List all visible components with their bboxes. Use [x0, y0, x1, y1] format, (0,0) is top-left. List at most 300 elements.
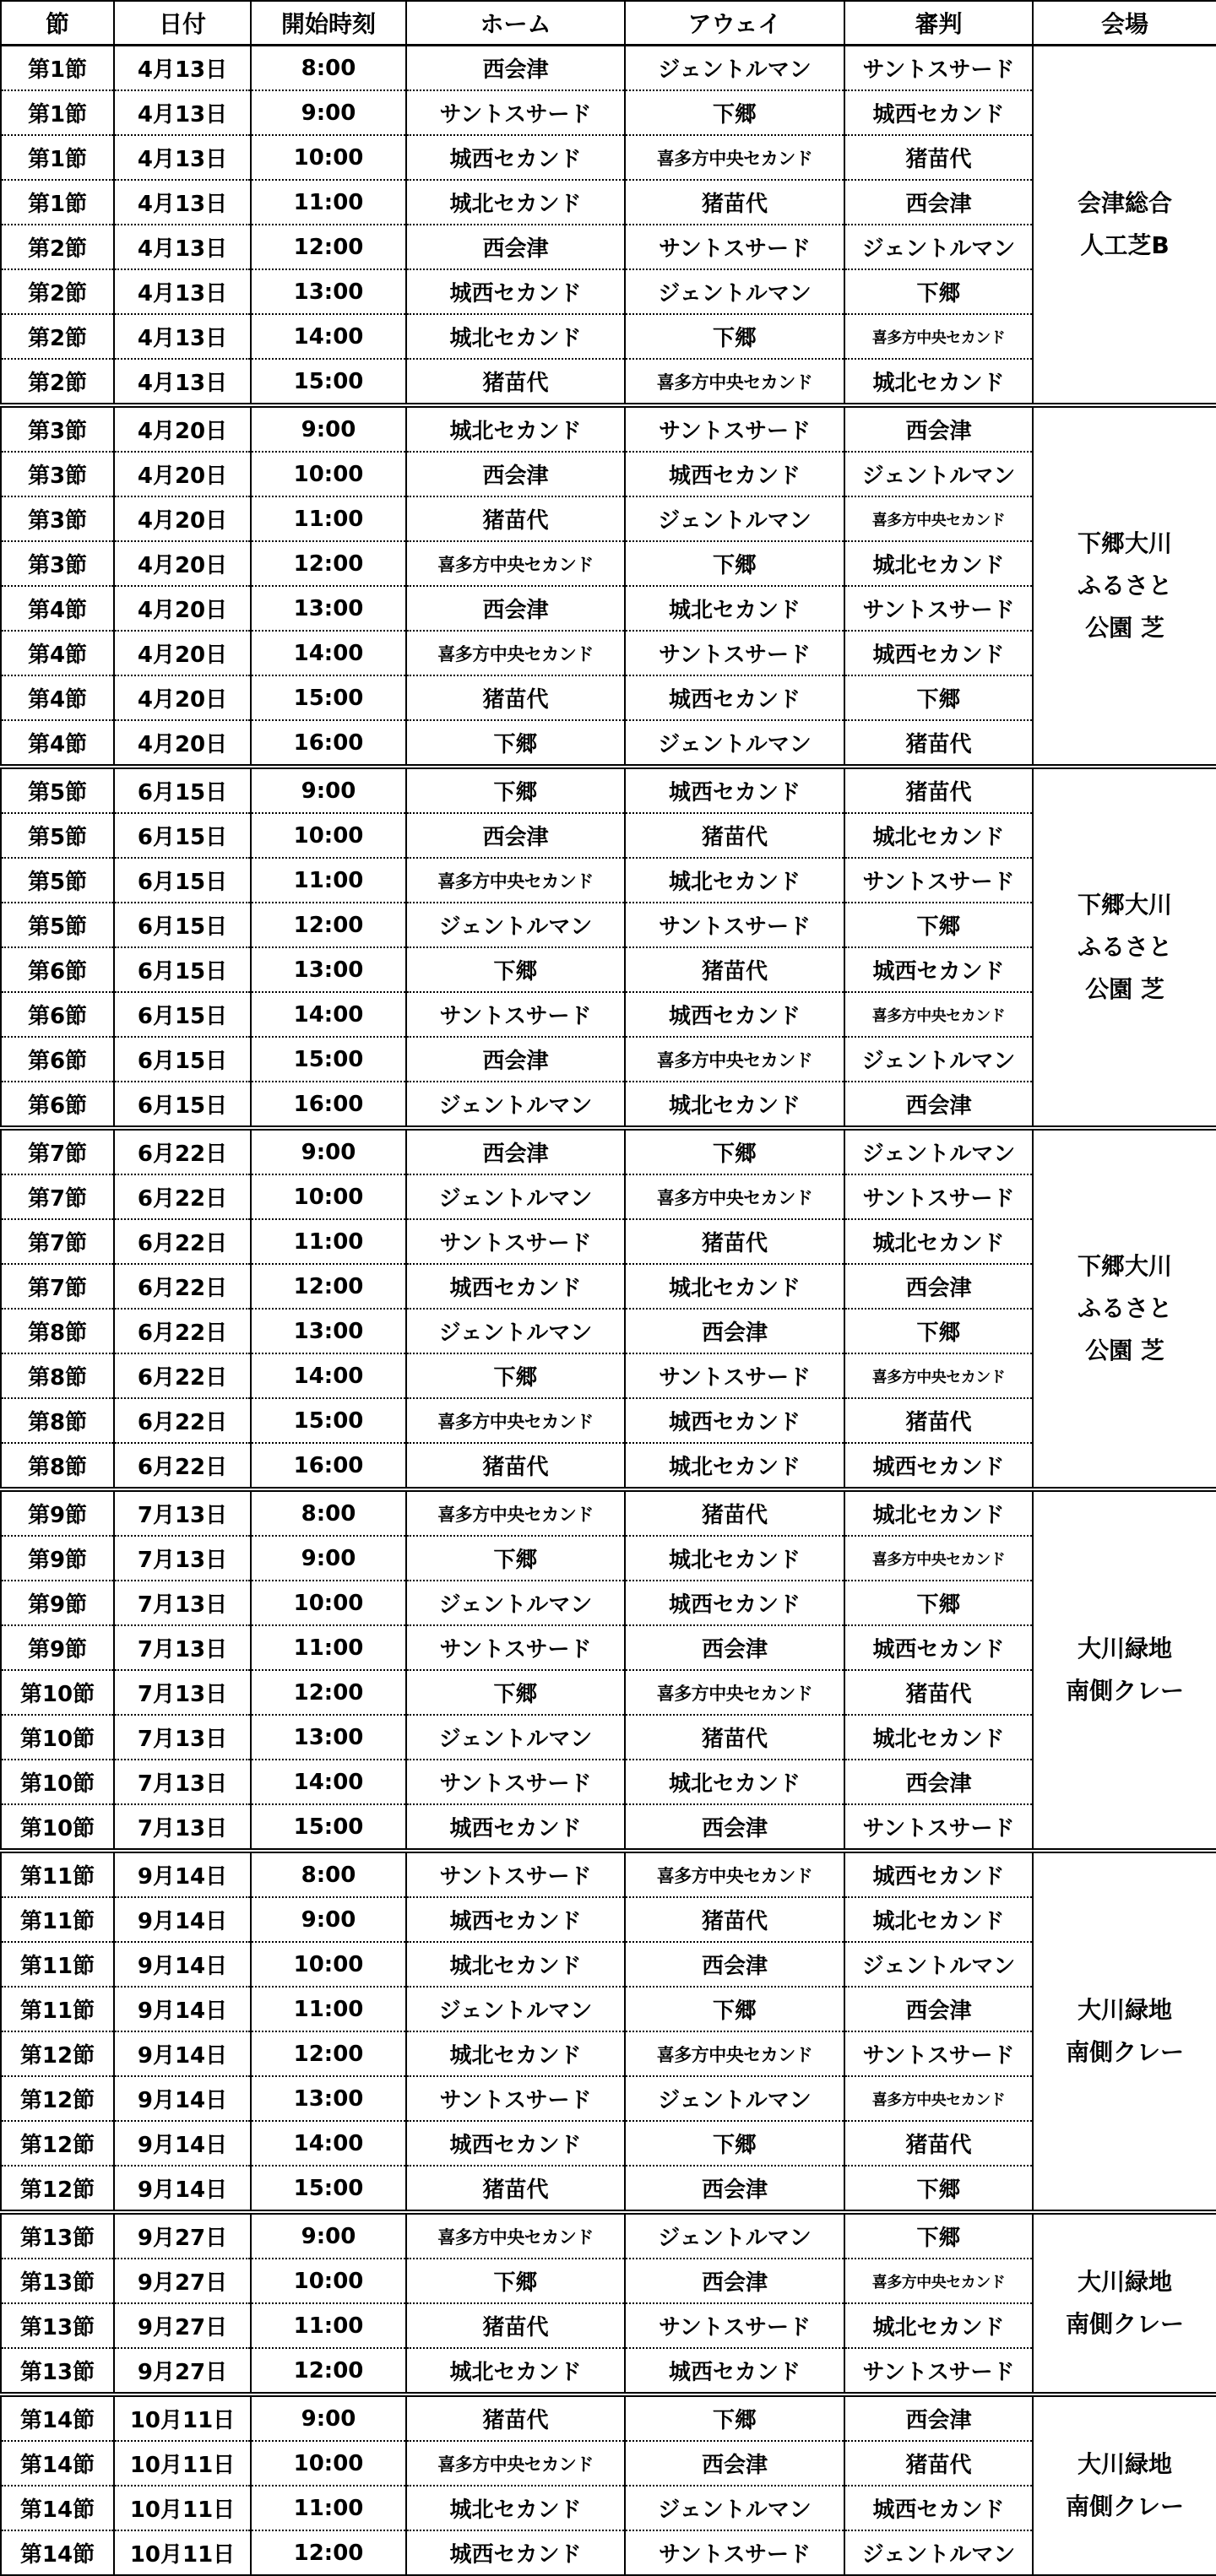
away-team-cell: 城西セカンド: [625, 1581, 844, 1625]
away-team-cell: 西会津: [625, 2166, 844, 2212]
referee-team-cell: 西会津: [844, 2394, 1033, 2441]
start-time-cell: 9:00: [251, 2212, 406, 2259]
away-team-cell: 喜多方中央セカンド: [625, 2031, 844, 2076]
home-team-cell: 下郷: [406, 767, 625, 813]
table-row: [1, 2212, 1216, 2259]
home-team-cell: 城北セカンド: [406, 2348, 625, 2394]
header-referee: 審判: [844, 1, 1033, 46]
round-cell: 第13節: [1, 2348, 114, 2394]
home-team-cell: 城西セカンド: [406, 2530, 625, 2575]
date-cell: 9月27日: [114, 2212, 251, 2259]
round-cell: 第8節: [1, 1443, 114, 1489]
round-cell: 第7節: [1, 1128, 114, 1174]
round-cell: 第4節: [1, 675, 114, 720]
home-team-cell: 喜多方中央セカンド: [406, 858, 625, 903]
table-body: [1, 46, 1216, 2576]
venue-line: ふるさと: [1077, 933, 1172, 961]
venue-line: ふるさと: [1077, 572, 1172, 599]
date-cell: 4月13日: [114, 90, 251, 135]
away-team-cell: 下郷: [625, 2121, 844, 2166]
venue-cell: [1033, 2394, 1216, 2575]
referee-team-cell: 下郷: [844, 903, 1033, 947]
referee-team-cell: 猪苗代: [844, 720, 1033, 767]
round-cell: 第4節: [1, 631, 114, 675]
home-team-cell: 西会津: [406, 225, 625, 269]
referee-team-cell: 喜多方中央セカンド: [844, 2259, 1033, 2303]
home-team-cell: 下郷: [406, 2259, 625, 2303]
round-cell: 第10節: [1, 1715, 114, 1760]
away-team-cell: サントスサード: [625, 2530, 844, 2575]
start-time-cell: 12:00: [251, 541, 406, 586]
home-team-cell: 西会津: [406, 46, 625, 91]
referee-team-cell: 喜多方中央セカンド: [844, 1536, 1033, 1581]
referee-team-cell: 城西セカンド: [844, 90, 1033, 135]
start-time-cell: 10:00: [251, 2259, 406, 2303]
round-cell: 第3節: [1, 496, 114, 541]
date-cell: 10月11日: [114, 2486, 251, 2530]
home-team-cell: 猪苗代: [406, 2303, 625, 2348]
round-cell: 第14節: [1, 2530, 114, 2575]
away-team-cell: サントスサード: [625, 225, 844, 269]
home-team-cell: 下郷: [406, 1670, 625, 1715]
start-time-cell: 14:00: [251, 1760, 406, 1804]
round-cell: 第5節: [1, 813, 114, 858]
round-cell: 第8節: [1, 1309, 114, 1353]
date-cell: 6月15日: [114, 813, 251, 858]
start-time-cell: 14:00: [251, 631, 406, 675]
date-cell: 7月13日: [114, 1670, 251, 1715]
header-venue: 会場: [1033, 1, 1216, 46]
venue-line: 南側クレー: [1065, 1677, 1184, 1705]
round-cell: 第8節: [1, 1353, 114, 1398]
start-time-cell: 12:00: [251, 1670, 406, 1715]
start-time-cell: 10:00: [251, 135, 406, 180]
home-team-cell: サントスサード: [406, 90, 625, 135]
referee-team-cell: 下郷: [844, 2166, 1033, 2212]
round-cell: 第12節: [1, 2166, 114, 2212]
date-cell: 7月13日: [114, 1804, 251, 1851]
round-cell: 第1節: [1, 46, 114, 91]
referee-team-cell: サントスサード: [844, 1804, 1033, 1851]
away-team-cell: 城西セカンド: [625, 767, 844, 813]
round-cell: 第9節: [1, 1581, 114, 1625]
referee-team-cell: 西会津: [844, 1987, 1033, 2031]
start-time-cell: 16:00: [251, 1443, 406, 1489]
date-cell: 10月11日: [114, 2394, 251, 2441]
date-cell: 6月15日: [114, 992, 251, 1037]
round-cell: 第6節: [1, 1037, 114, 1082]
referee-team-cell: 城西セカンド: [844, 631, 1033, 675]
date-cell: 4月13日: [114, 225, 251, 269]
away-team-cell: 城北セカンド: [625, 1264, 844, 1309]
date-cell: 9月27日: [114, 2259, 251, 2303]
home-team-cell: 猪苗代: [406, 2166, 625, 2212]
venue-line: 南側クレー: [1065, 2038, 1184, 2066]
table-row: [1, 1489, 1216, 1536]
date-cell: 6月22日: [114, 1443, 251, 1489]
home-team-cell: 下郷: [406, 947, 625, 992]
away-team-cell: 猪苗代: [625, 813, 844, 858]
home-team-cell: 猪苗代: [406, 675, 625, 720]
home-team-cell: 西会津: [406, 1037, 625, 1082]
away-team-cell: 猪苗代: [625, 1219, 844, 1264]
home-team-cell: 猪苗代: [406, 496, 625, 541]
home-team-cell: 喜多方中央セカンド: [406, 631, 625, 675]
referee-team-cell: 喜多方中央セカンド: [844, 2076, 1033, 2121]
date-cell: 4月20日: [114, 405, 251, 452]
round-cell: 第9節: [1, 1536, 114, 1581]
table-row: [1, 767, 1216, 813]
round-cell: 第6節: [1, 1082, 114, 1128]
start-time-cell: 12:00: [251, 225, 406, 269]
date-cell: 4月20日: [114, 631, 251, 675]
referee-team-cell: サントスサード: [844, 2031, 1033, 2076]
start-time-cell: 9:00: [251, 1897, 406, 1942]
venue-line: 南側クレー: [1065, 2492, 1184, 2520]
date-cell: 9月14日: [114, 2121, 251, 2166]
round-cell: 第4節: [1, 720, 114, 767]
start-time-cell: 15:00: [251, 359, 406, 405]
away-team-cell: 喜多方中央セカンド: [625, 359, 844, 405]
start-time-cell: 10:00: [251, 1581, 406, 1625]
away-team-cell: サントスサード: [625, 2303, 844, 2348]
date-cell: 6月22日: [114, 1309, 251, 1353]
referee-team-cell: 西会津: [844, 1264, 1033, 1309]
venue-line: 大川緑地: [1077, 2450, 1172, 2478]
home-team-cell: 西会津: [406, 452, 625, 496]
date-cell: 6月22日: [114, 1219, 251, 1264]
away-team-cell: 喜多方中央セカンド: [625, 135, 844, 180]
away-team-cell: 下郷: [625, 1128, 844, 1174]
venue-line: 下郷大川: [1077, 1252, 1172, 1280]
round-cell: 第1節: [1, 180, 114, 225]
round-cell: 第2節: [1, 314, 114, 359]
round-cell: 第11節: [1, 1987, 114, 2031]
round-cell: 第12節: [1, 2121, 114, 2166]
referee-team-cell: サントスサード: [844, 858, 1033, 903]
away-team-cell: サントスサード: [625, 903, 844, 947]
away-team-cell: 城西セカンド: [625, 2348, 844, 2394]
start-time-cell: 11:00: [251, 180, 406, 225]
round-cell: 第2節: [1, 225, 114, 269]
referee-team-cell: 西会津: [844, 180, 1033, 225]
home-team-cell: 猪苗代: [406, 2394, 625, 2441]
referee-team-cell: 猪苗代: [844, 767, 1033, 813]
date-cell: 4月20日: [114, 541, 251, 586]
home-team-cell: 猪苗代: [406, 1443, 625, 1489]
round-cell: 第3節: [1, 452, 114, 496]
referee-team-cell: 西会津: [844, 1082, 1033, 1128]
home-team-cell: サントスサード: [406, 1625, 625, 1670]
start-time-cell: 13:00: [251, 1309, 406, 1353]
referee-team-cell: 猪苗代: [844, 2441, 1033, 2486]
round-cell: 第12節: [1, 2031, 114, 2076]
referee-team-cell: サントスサード: [844, 1174, 1033, 1219]
round-cell: 第13節: [1, 2303, 114, 2348]
away-team-cell: 喜多方中央セカンド: [625, 1174, 844, 1219]
away-team-cell: 猪苗代: [625, 947, 844, 992]
date-cell: 4月13日: [114, 180, 251, 225]
away-team-cell: サントスサード: [625, 1353, 844, 1398]
referee-team-cell: サントスサード: [844, 2348, 1033, 2394]
date-cell: 7月13日: [114, 1715, 251, 1760]
away-team-cell: 城北セカンド: [625, 1536, 844, 1581]
home-team-cell: 城北セカンド: [406, 1942, 625, 1987]
date-cell: 7月13日: [114, 1536, 251, 1581]
start-time-cell: 11:00: [251, 2486, 406, 2530]
referee-team-cell: ジェントルマン: [844, 452, 1033, 496]
venue-line: 下郷大川: [1077, 529, 1172, 557]
start-time-cell: 8:00: [251, 1489, 406, 1536]
referee-team-cell: 城西セカンド: [844, 2486, 1033, 2530]
venue-cell: [1033, 1851, 1216, 2212]
start-time-cell: 15:00: [251, 1804, 406, 1851]
table-row: [1, 46, 1216, 91]
home-team-cell: 城西セカンド: [406, 1804, 625, 1851]
start-time-cell: 13:00: [251, 586, 406, 631]
home-team-cell: 喜多方中央セカンド: [406, 2441, 625, 2486]
referee-team-cell: 猪苗代: [844, 135, 1033, 180]
referee-team-cell: 城西セカンド: [844, 1625, 1033, 1670]
date-cell: 4月13日: [114, 359, 251, 405]
round-cell: 第10節: [1, 1804, 114, 1851]
round-cell: 第2節: [1, 269, 114, 314]
table-row: [1, 2394, 1216, 2441]
away-team-cell: 城北セカンド: [625, 586, 844, 631]
venue-line: 大川緑地: [1077, 1635, 1172, 1662]
header-row: [1, 1, 1216, 46]
home-team-cell: サントスサード: [406, 1760, 625, 1804]
start-time-cell: 13:00: [251, 269, 406, 314]
referee-team-cell: 猪苗代: [844, 2121, 1033, 2166]
date-cell: 4月13日: [114, 314, 251, 359]
venue-cell: [1033, 405, 1216, 767]
round-cell: 第6節: [1, 947, 114, 992]
header-home: ホーム: [406, 1, 625, 46]
start-time-cell: 8:00: [251, 1851, 406, 1897]
start-time-cell: 9:00: [251, 767, 406, 813]
home-team-cell: ジェントルマン: [406, 903, 625, 947]
referee-team-cell: 西会津: [844, 1760, 1033, 1804]
start-time-cell: 15:00: [251, 1037, 406, 1082]
away-team-cell: サントスサード: [625, 631, 844, 675]
date-cell: 7月13日: [114, 1760, 251, 1804]
referee-team-cell: 城北セカンド: [844, 541, 1033, 586]
date-cell: 4月13日: [114, 269, 251, 314]
start-time-cell: 10:00: [251, 452, 406, 496]
referee-team-cell: 下郷: [844, 2212, 1033, 2259]
start-time-cell: 16:00: [251, 720, 406, 767]
away-team-cell: 喜多方中央セカンド: [625, 1670, 844, 1715]
start-time-cell: 10:00: [251, 1174, 406, 1219]
away-team-cell: ジェントルマン: [625, 2212, 844, 2259]
venue-cell: [1033, 767, 1216, 1128]
home-team-cell: 喜多方中央セカンド: [406, 1398, 625, 1443]
start-time-cell: 15:00: [251, 675, 406, 720]
away-team-cell: 下郷: [625, 314, 844, 359]
date-cell: 4月20日: [114, 496, 251, 541]
date-cell: 9月14日: [114, 2031, 251, 2076]
round-cell: 第10節: [1, 1670, 114, 1715]
away-team-cell: 西会津: [625, 1804, 844, 1851]
date-cell: 7月13日: [114, 1489, 251, 1536]
away-team-cell: 西会津: [625, 2259, 844, 2303]
date-cell: 4月13日: [114, 46, 251, 91]
round-cell: 第2節: [1, 359, 114, 405]
away-team-cell: ジェントルマン: [625, 2076, 844, 2121]
round-cell: 第11節: [1, 1942, 114, 1987]
home-team-cell: サントスサード: [406, 1851, 625, 1897]
away-team-cell: 下郷: [625, 1987, 844, 2031]
venue-line: 大川緑地: [1077, 2268, 1172, 2296]
home-team-cell: 城北セカンド: [406, 2031, 625, 2076]
start-time-cell: 12:00: [251, 903, 406, 947]
venue-cell: [1033, 1489, 1216, 1851]
date-cell: 6月22日: [114, 1128, 251, 1174]
date-cell: 6月22日: [114, 1398, 251, 1443]
referee-team-cell: ジェントルマン: [844, 1942, 1033, 1987]
home-team-cell: サントスサード: [406, 2076, 625, 2121]
header-round: 節: [1, 1, 114, 46]
home-team-cell: ジェントルマン: [406, 1987, 625, 2031]
venue-line: 会津総合: [1077, 189, 1172, 217]
away-team-cell: サントスサード: [625, 405, 844, 452]
date-cell: 7月13日: [114, 1625, 251, 1670]
away-team-cell: 城西セカンド: [625, 675, 844, 720]
away-team-cell: 城西セカンド: [625, 452, 844, 496]
away-team-cell: ジェントルマン: [625, 269, 844, 314]
start-time-cell: 16:00: [251, 1082, 406, 1128]
home-team-cell: 城北セカンド: [406, 180, 625, 225]
referee-team-cell: 城西セカンド: [844, 1851, 1033, 1897]
date-cell: 6月15日: [114, 1037, 251, 1082]
venue-cell: [1033, 2212, 1216, 2394]
home-team-cell: 城西セカンド: [406, 135, 625, 180]
date-cell: 6月15日: [114, 858, 251, 903]
start-time-cell: 13:00: [251, 947, 406, 992]
date-cell: 9月27日: [114, 2303, 251, 2348]
away-team-cell: 城北セカンド: [625, 1760, 844, 1804]
referee-team-cell: 喜多方中央セカンド: [844, 1353, 1033, 1398]
start-time-cell: 13:00: [251, 1715, 406, 1760]
round-cell: 第14節: [1, 2394, 114, 2441]
referee-team-cell: 城北セカンド: [844, 1219, 1033, 1264]
table-header: [1, 1, 1216, 46]
start-time-cell: 12:00: [251, 2031, 406, 2076]
start-time-cell: 11:00: [251, 496, 406, 541]
venue-line: 大川緑地: [1077, 1996, 1172, 2024]
away-team-cell: 猪苗代: [625, 1489, 844, 1536]
round-cell: 第11節: [1, 1851, 114, 1897]
start-time-cell: 12:00: [251, 1264, 406, 1309]
round-cell: 第8節: [1, 1398, 114, 1443]
referee-team-cell: 下郷: [844, 1581, 1033, 1625]
date-cell: 6月22日: [114, 1353, 251, 1398]
away-team-cell: 西会津: [625, 2441, 844, 2486]
away-team-cell: 猪苗代: [625, 180, 844, 225]
venue-line: 公園 芝: [1085, 975, 1164, 1003]
date-cell: 10月11日: [114, 2441, 251, 2486]
home-team-cell: 下郷: [406, 1353, 625, 1398]
start-time-cell: 9:00: [251, 1128, 406, 1174]
referee-team-cell: 下郷: [844, 1309, 1033, 1353]
referee-team-cell: 城北セカンド: [844, 2303, 1033, 2348]
home-team-cell: 喜多方中央セカンド: [406, 1489, 625, 1536]
start-time-cell: 11:00: [251, 1987, 406, 2031]
venue-line: 下郷大川: [1077, 891, 1172, 919]
away-team-cell: 猪苗代: [625, 1897, 844, 1942]
date-cell: 9月14日: [114, 2076, 251, 2121]
away-team-cell: ジェントルマン: [625, 496, 844, 541]
away-team-cell: 猪苗代: [625, 1715, 844, 1760]
start-time-cell: 8:00: [251, 46, 406, 91]
start-time-cell: 15:00: [251, 2166, 406, 2212]
home-team-cell: 城西セカンド: [406, 1264, 625, 1309]
referee-team-cell: 城北セカンド: [844, 1897, 1033, 1942]
date-cell: 4月20日: [114, 452, 251, 496]
referee-team-cell: 喜多方中央セカンド: [844, 992, 1033, 1037]
round-cell: 第1節: [1, 90, 114, 135]
date-cell: 6月15日: [114, 767, 251, 813]
date-cell: 7月13日: [114, 1581, 251, 1625]
table-row: [1, 405, 1216, 452]
home-team-cell: 城北セカンド: [406, 2486, 625, 2530]
date-cell: 9月14日: [114, 1987, 251, 2031]
venue-line: 公園 芝: [1085, 1337, 1164, 1364]
away-team-cell: 城西セカンド: [625, 1398, 844, 1443]
header-date: 日付: [114, 1, 251, 46]
date-cell: 9月14日: [114, 1851, 251, 1897]
start-time-cell: 14:00: [251, 992, 406, 1037]
header-away: アウェイ: [625, 1, 844, 46]
round-cell: 第6節: [1, 992, 114, 1037]
referee-team-cell: 城北セカンド: [844, 813, 1033, 858]
start-time-cell: 10:00: [251, 1942, 406, 1987]
date-cell: 9月27日: [114, 2348, 251, 2394]
date-cell: 4月20日: [114, 586, 251, 631]
home-team-cell: 城北セカンド: [406, 405, 625, 452]
away-team-cell: 下郷: [625, 541, 844, 586]
referee-team-cell: ジェントルマン: [844, 225, 1033, 269]
home-team-cell: サントスサード: [406, 992, 625, 1037]
round-cell: 第3節: [1, 405, 114, 452]
start-time-cell: 9:00: [251, 1536, 406, 1581]
venue-line: 公園 芝: [1085, 614, 1164, 642]
away-team-cell: 西会津: [625, 1309, 844, 1353]
referee-team-cell: 城北セカンド: [844, 1489, 1033, 1536]
away-team-cell: 西会津: [625, 1942, 844, 1987]
round-cell: 第13節: [1, 2259, 114, 2303]
date-cell: 10月11日: [114, 2530, 251, 2575]
start-time-cell: 15:00: [251, 1398, 406, 1443]
round-cell: 第7節: [1, 1219, 114, 1264]
round-cell: 第1節: [1, 135, 114, 180]
start-time-cell: 11:00: [251, 2303, 406, 2348]
round-cell: 第14節: [1, 2486, 114, 2530]
venue-line: 人工芝B: [1080, 231, 1170, 259]
home-team-cell: 西会津: [406, 1128, 625, 1174]
date-cell: 6月15日: [114, 947, 251, 992]
start-time-cell: 9:00: [251, 90, 406, 135]
round-cell: 第14節: [1, 2441, 114, 2486]
round-cell: 第5節: [1, 858, 114, 903]
home-team-cell: 猪苗代: [406, 359, 625, 405]
venue-cell: [1033, 46, 1216, 406]
home-team-cell: 城西セカンド: [406, 2121, 625, 2166]
referee-team-cell: ジェントルマン: [844, 2530, 1033, 2575]
referee-team-cell: 喜多方中央セカンド: [844, 496, 1033, 541]
away-team-cell: 城北セカンド: [625, 1082, 844, 1128]
